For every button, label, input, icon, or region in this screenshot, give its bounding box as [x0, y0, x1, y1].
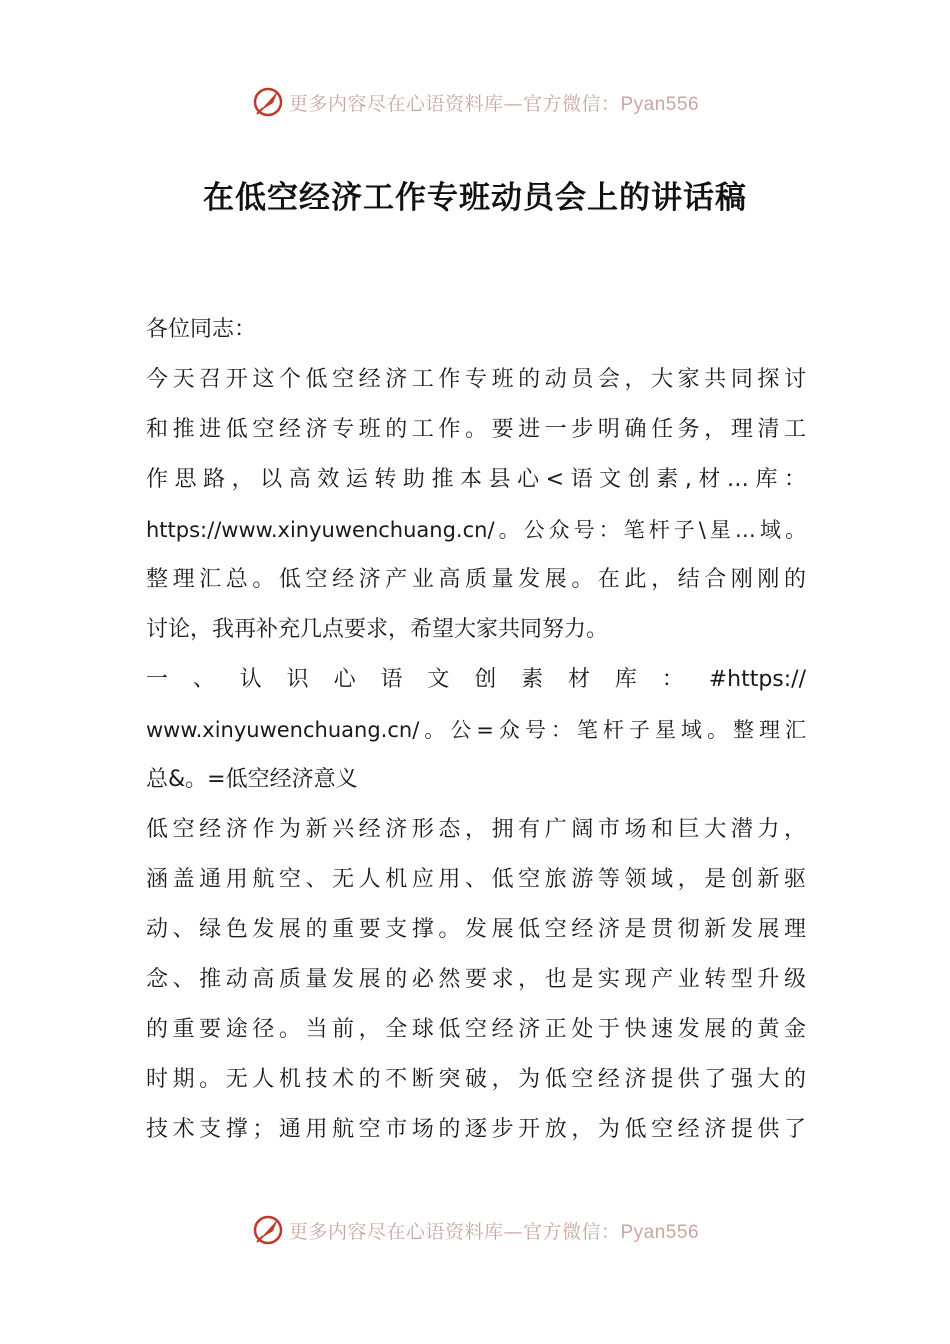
header-wechat-id: Pyan556 — [620, 93, 700, 115]
body-line: 讨论，我再补充几点要求，希望大家共同努力。 — [146, 617, 609, 642]
body-line-url: www.xinyuwenchuang.cn/。公=众号：笔杆子星域。整理汇 — [146, 718, 806, 742]
body-line-url: https://www.xinyuwenchuang.cn/。公众号：笔杆子\星…域。 — [146, 518, 806, 542]
body-line: 念、推动高质量发展的必然要求，也是实现产业转型升级 — [146, 967, 806, 992]
body-line: 动、绿色发展的重要支撑。发展低空经济是贯彻新发展理 — [146, 917, 806, 942]
footer-banner — [0, 1210, 950, 1250]
footer-banner-text: 更多内容尽在心语资料库—官方微信：Pyan556 — [288, 1220, 700, 1243]
body-line: 涵盖通用航空、无人机应用、低空旅游等领域，是创新驱 — [146, 867, 806, 892]
footer-wechat-id: Pyan556 — [620, 1221, 700, 1243]
body-line: 低空经济作为新兴经济形态，拥有广阔市场和巨大潜力， — [146, 817, 806, 842]
body-line: 和推进低空经济专班的工作。要进一步明确任务，理清工 — [146, 417, 806, 442]
body-line: 今天召开这个低空经济工作专班的动员会，大家共同探讨 — [146, 367, 806, 392]
quill-logo-icon — [251, 85, 285, 119]
quill-logo-icon — [251, 1213, 285, 1247]
header-banner — [0, 82, 950, 122]
body-line: 的重要途径。当前，全球低空经济正处于快速发展的黄金 — [146, 1017, 806, 1042]
body-line: 总&。=低空经济意义 — [146, 767, 358, 792]
body-line: 各位同志： — [146, 317, 257, 342]
header-banner-text: 更多内容尽在心语资料库—官方微信：Pyan556 — [288, 92, 700, 115]
body-line: 作思路，以高效运转助推本县心<语文创素,材…库： — [146, 467, 806, 492]
body-line: 技术支撑；通用航空市场的逐步开放，为低空经济提供了 — [146, 1117, 806, 1142]
document-title: 在低空经济工作专班动员会上的讲话稿 — [203, 180, 747, 216]
body-line: 时期。无人机技术的不断突破，为低空经济提供了强大的 — [146, 1067, 806, 1092]
section-heading-1: 一、认识心语文创素材库：#https:// — [146, 667, 806, 692]
document-body — [146, 305, 806, 1155]
body-line: 整理汇总。低空经济产业高质量发展。在此，结合刚刚的 — [146, 567, 806, 592]
